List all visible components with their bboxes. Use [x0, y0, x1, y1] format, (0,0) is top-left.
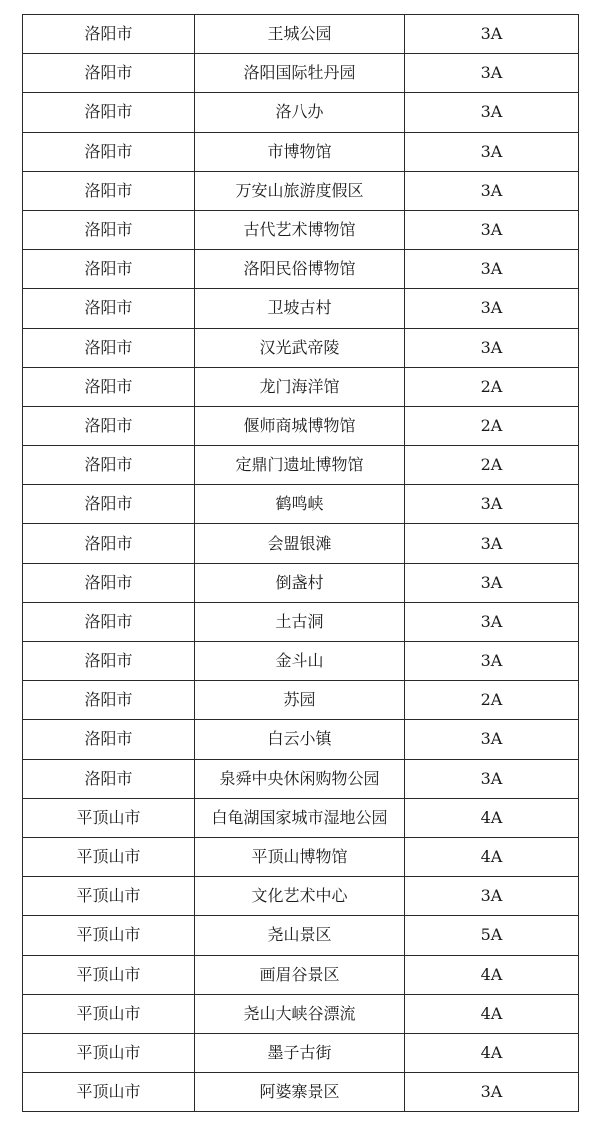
site-name-cell: 尧山景区 [195, 916, 405, 955]
site-name-cell: 文化艺术中心 [195, 877, 405, 916]
city-cell: 平顶山市 [23, 916, 195, 955]
city-cell: 洛阳市 [23, 54, 195, 93]
table-row [23, 642, 579, 681]
site-name-cell: 平顶山博物馆 [195, 837, 405, 876]
site-name-cell: 汉光武帝陵 [195, 328, 405, 367]
table-row [23, 798, 579, 837]
grade-cell: 4A [405, 798, 579, 837]
grade-cell: 3A [405, 210, 579, 249]
table-row [23, 171, 579, 210]
table-row [23, 877, 579, 916]
city-cell: 洛阳市 [23, 210, 195, 249]
site-name-cell: 尧山大峡谷漂流 [195, 994, 405, 1033]
grade-cell: 3A [405, 1073, 579, 1112]
site-name-cell: 鹤鸣峡 [195, 485, 405, 524]
table-row [23, 681, 579, 720]
grade-cell: 3A [405, 759, 579, 798]
site-name-cell: 偃师商城博物馆 [195, 406, 405, 445]
city-cell: 平顶山市 [23, 798, 195, 837]
table-row [23, 367, 579, 406]
scenic-spots-table [22, 14, 579, 1112]
grade-cell: 3A [405, 720, 579, 759]
site-name-cell: 卫坡古村 [195, 289, 405, 328]
table-row [23, 955, 579, 994]
site-name-cell: 定鼎门遗址博物馆 [195, 446, 405, 485]
grade-cell: 3A [405, 93, 579, 132]
site-name-cell: 洛阳民俗博物馆 [195, 250, 405, 289]
site-name-cell: 会盟银滩 [195, 524, 405, 563]
table-row [23, 250, 579, 289]
city-cell: 平顶山市 [23, 994, 195, 1033]
site-name-cell: 王城公园 [195, 15, 405, 54]
grade-cell: 4A [405, 837, 579, 876]
table-row [23, 132, 579, 171]
site-name-cell: 墨子古街 [195, 1033, 405, 1072]
grade-cell: 3A [405, 524, 579, 563]
site-name-cell: 土古洞 [195, 602, 405, 641]
city-cell: 洛阳市 [23, 367, 195, 406]
grade-cell: 3A [405, 250, 579, 289]
site-name-cell: 金斗山 [195, 642, 405, 681]
site-name-cell: 白龟湖国家城市湿地公园 [195, 798, 405, 837]
city-cell: 洛阳市 [23, 563, 195, 602]
city-cell: 洛阳市 [23, 720, 195, 759]
city-cell: 洛阳市 [23, 602, 195, 641]
grade-cell: 3A [405, 132, 579, 171]
table-row [23, 916, 579, 955]
site-name-cell: 倒盏村 [195, 563, 405, 602]
site-name-cell: 古代艺术博物馆 [195, 210, 405, 249]
city-cell: 洛阳市 [23, 485, 195, 524]
city-cell: 洛阳市 [23, 15, 195, 54]
city-cell: 洛阳市 [23, 642, 195, 681]
site-name-cell: 万安山旅游度假区 [195, 171, 405, 210]
city-cell: 平顶山市 [23, 877, 195, 916]
grade-cell: 2A [405, 681, 579, 720]
grade-cell: 3A [405, 485, 579, 524]
table-row [23, 1033, 579, 1072]
grade-cell: 4A [405, 955, 579, 994]
city-cell: 洛阳市 [23, 132, 195, 171]
site-name-cell: 白云小镇 [195, 720, 405, 759]
table-row [23, 837, 579, 876]
table-row [23, 994, 579, 1033]
grade-cell: 3A [405, 171, 579, 210]
grade-cell: 3A [405, 563, 579, 602]
grade-cell: 2A [405, 446, 579, 485]
grade-cell: 3A [405, 642, 579, 681]
city-cell: 平顶山市 [23, 837, 195, 876]
table-row [23, 406, 579, 445]
site-name-cell: 龙门海洋馆 [195, 367, 405, 406]
table-row [23, 446, 579, 485]
city-cell: 洛阳市 [23, 250, 195, 289]
grade-cell: 5A [405, 916, 579, 955]
scenic-spots-table-container [22, 14, 578, 1112]
grade-cell: 3A [405, 328, 579, 367]
city-cell: 洛阳市 [23, 759, 195, 798]
table-row [23, 485, 579, 524]
table-row [23, 602, 579, 641]
table-row [23, 328, 579, 367]
grade-cell: 3A [405, 54, 579, 93]
grade-cell: 3A [405, 15, 579, 54]
table-row [23, 563, 579, 602]
grade-cell: 3A [405, 289, 579, 328]
city-cell: 洛阳市 [23, 406, 195, 445]
site-name-cell: 画眉谷景区 [195, 955, 405, 994]
table-row [23, 1073, 579, 1112]
table-row [23, 54, 579, 93]
site-name-cell: 洛八办 [195, 93, 405, 132]
city-cell: 洛阳市 [23, 446, 195, 485]
city-cell: 洛阳市 [23, 328, 195, 367]
table-row [23, 93, 579, 132]
table-body [23, 15, 579, 1112]
city-cell: 平顶山市 [23, 955, 195, 994]
table-row [23, 15, 579, 54]
site-name-cell: 阿婆寨景区 [195, 1073, 405, 1112]
table-row [23, 210, 579, 249]
table-row [23, 289, 579, 328]
city-cell: 洛阳市 [23, 93, 195, 132]
table-row [23, 720, 579, 759]
table-row [23, 524, 579, 563]
grade-cell: 4A [405, 1033, 579, 1072]
grade-cell: 4A [405, 994, 579, 1033]
grade-cell: 2A [405, 406, 579, 445]
city-cell: 洛阳市 [23, 171, 195, 210]
grade-cell: 2A [405, 367, 579, 406]
site-name-cell: 苏园 [195, 681, 405, 720]
site-name-cell: 泉舜中央休闲购物公园 [195, 759, 405, 798]
table-row [23, 759, 579, 798]
site-name-cell: 洛阳国际牡丹园 [195, 54, 405, 93]
city-cell: 洛阳市 [23, 681, 195, 720]
city-cell: 平顶山市 [23, 1073, 195, 1112]
city-cell: 洛阳市 [23, 524, 195, 563]
city-cell: 洛阳市 [23, 289, 195, 328]
city-cell: 平顶山市 [23, 1033, 195, 1072]
grade-cell: 3A [405, 602, 579, 641]
grade-cell: 3A [405, 877, 579, 916]
site-name-cell: 市博物馆 [195, 132, 405, 171]
